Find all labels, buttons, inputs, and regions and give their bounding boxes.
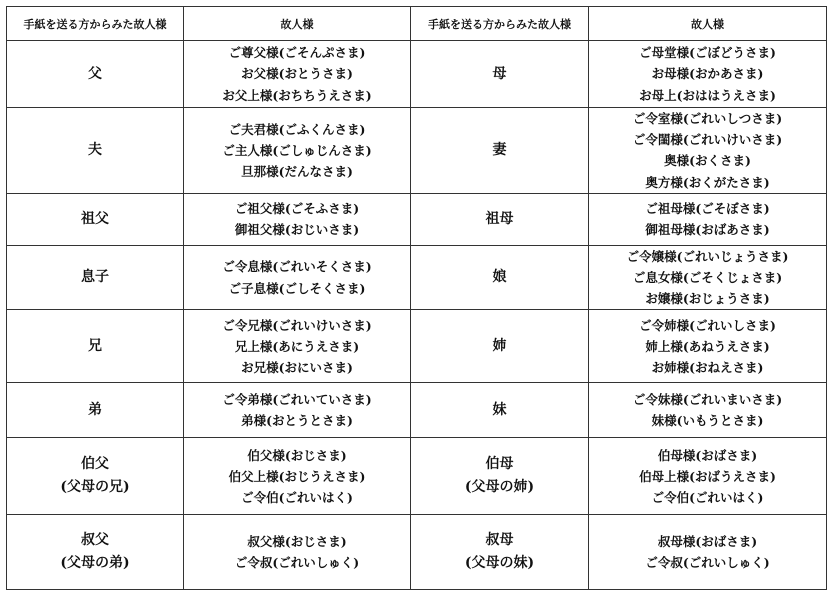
header-relation-right: 手紙を送る方からみた故人様 (411, 7, 589, 41)
relation-text: 息子 (81, 269, 109, 286)
honorific-name: お兄様(おにいさま) (241, 360, 353, 376)
honorific-name: ご子息様(ごしそくさま) (228, 280, 366, 296)
honorific-name: ご令妹様(ごれいまいさま) (632, 392, 783, 408)
honorific-name: ご令閨様(ごれいけいさま) (632, 132, 783, 148)
relation-text: (父母の兄) (60, 479, 130, 496)
table-row (7, 515, 827, 590)
honorific-name: 伯母上様(おばうえさま) (639, 468, 776, 484)
table-body (7, 41, 827, 590)
honorific-table (6, 6, 827, 590)
table-row (7, 108, 827, 194)
honorific-name: ご令伯(ごれいはく) (651, 490, 764, 506)
relation-cell-left (7, 245, 184, 310)
names-cell-left (184, 245, 411, 310)
honorific-name: 奥方様(おくがたさま) (645, 174, 770, 190)
honorific-name: ご息女様(ごそくじょさま) (632, 270, 783, 286)
relation-cell-left (7, 310, 184, 383)
honorific-name: ご令室様(ごれいしつさま) (632, 111, 783, 126)
relation-text: 兄 (88, 337, 102, 354)
honorific-name: 奥様(おくさま) (664, 153, 751, 169)
names-cell-left (184, 41, 411, 108)
honorific-name: ご母堂様(ごぼどうさま) (639, 45, 776, 61)
names-cell-left (184, 193, 411, 245)
honorific-name: ご令叔(ごれいしゅく) (645, 555, 770, 571)
honorific-name: お姉様(おねえさま) (651, 360, 764, 376)
honorific-name: ご祖母様(ごそぼさま) (645, 201, 770, 217)
relation-text: 伯母 (485, 456, 514, 473)
relation-cell-right (411, 383, 589, 438)
table-row (7, 193, 827, 245)
relation-text: 妻 (492, 141, 507, 158)
honorific-name: お母様(おかあさま) (651, 66, 764, 82)
relation-cell-left (7, 438, 184, 515)
honorific-name: ご令姉様(ごれいしさま) (639, 317, 776, 333)
relation-cell-right (411, 310, 589, 383)
honorific-name: ご令伯(ごれいはく) (241, 490, 353, 506)
relation-cell-right (411, 245, 589, 310)
honorific-name: 御祖父様(おじいさま) (234, 222, 360, 238)
names-cell-right (589, 438, 827, 515)
table-row (7, 438, 827, 515)
honorific-name: 姉上様(あねうえさま) (645, 338, 770, 354)
names-cell-right (589, 383, 827, 438)
honorific-name: お母上(おははうえさま) (639, 87, 776, 103)
names-cell-left (184, 108, 411, 194)
relation-cell-right (411, 108, 589, 194)
header-relation-left: 手紙を送る方からみた故人様 (7, 7, 184, 41)
honorific-name: ご令嬢様(ごれいじょうさま) (626, 248, 789, 264)
relation-cell-right (411, 515, 589, 590)
honorific-name: お父様(おとうさま) (241, 66, 353, 82)
table-row (7, 41, 827, 108)
header-deceased-left: 故人様 (184, 7, 411, 41)
honorific-name: お嬢様(おじょうさま) (645, 291, 770, 307)
relation-text: (父母の弟) (60, 555, 130, 572)
relation-cell-right (411, 41, 589, 108)
names-cell-right (589, 515, 827, 590)
honorific-name: 兄上様(あにうえさま) (234, 338, 360, 354)
relation-cell-right (411, 438, 589, 515)
relation-cell-left (7, 41, 184, 108)
honorific-name: お父上様(おちちうえさま) (222, 87, 372, 103)
relation-text: 弟 (88, 401, 102, 418)
relation-text: 叔母 (485, 532, 514, 549)
honorific-name: 御祖母様(おばあさま) (645, 222, 770, 238)
honorific-name: 伯父様(おじさま) (247, 447, 347, 463)
relation-cell-left (7, 515, 184, 590)
names-cell-left (184, 515, 411, 590)
honorific-name: ご令兄様(ごれいけいさま) (222, 317, 372, 333)
honorific-name: 叔母様(おばさま) (657, 534, 758, 550)
names-cell-left (184, 383, 411, 438)
honorific-name: ご主人様(ごしゅじんさま) (222, 142, 372, 158)
header-deceased-right: 故人様 (589, 7, 827, 41)
relation-cell-left (7, 193, 184, 245)
names-cell-left (184, 310, 411, 383)
relation-text: (父母の姉) (464, 479, 535, 496)
relation-text: 娘 (492, 269, 507, 286)
names-cell-right (589, 193, 827, 245)
honorific-name: 叔父様(おじさま) (247, 534, 347, 550)
relation-text: 夫 (88, 141, 102, 158)
names-cell-right (589, 245, 827, 310)
relation-cell-right (411, 193, 589, 245)
honorific-name: ご令息様(ごれいそくさま) (222, 259, 372, 275)
relation-text: 祖母 (485, 210, 514, 227)
relation-text: 祖父 (81, 210, 109, 227)
relation-text: (父母の妹) (464, 555, 535, 572)
honorific-name: ご令弟様(ごれいていさま) (222, 392, 372, 408)
honorific-name: 伯父上様(おじうえさま) (228, 468, 366, 484)
honorific-name: 妹様(いもうとさま) (651, 413, 764, 429)
honorific-name: 旦那様(だんなさま) (241, 164, 353, 179)
relation-cell-left (7, 108, 184, 194)
names-cell-left (184, 438, 411, 515)
table-row (7, 383, 827, 438)
relation-text: 父 (88, 65, 102, 82)
relation-text: 母 (492, 65, 507, 82)
relation-cell-left (7, 383, 184, 438)
relation-text: 妹 (492, 401, 507, 418)
honorific-name: 弟様(おとうとさま) (241, 413, 353, 429)
table-row (7, 245, 827, 310)
honorific-name: ご尊父様(ごそんぷさま) (228, 45, 366, 61)
header-row (7, 7, 827, 41)
honorific-table-container (6, 6, 826, 590)
table-row (7, 310, 827, 383)
honorific-name: 伯母様(おばさま) (657, 447, 758, 463)
relation-text: 伯父 (81, 456, 109, 473)
relation-text: 姉 (492, 337, 507, 354)
honorific-name: ご夫君様(ごふくんさま) (228, 121, 366, 137)
honorific-name: ご令叔(ごれいしゅく) (234, 555, 360, 571)
names-cell-right (589, 310, 827, 383)
honorific-name: ご祖父様(ごそふさま) (234, 201, 360, 217)
relation-text: 叔父 (81, 532, 109, 549)
names-cell-right (589, 41, 827, 108)
names-cell-right (589, 108, 827, 194)
